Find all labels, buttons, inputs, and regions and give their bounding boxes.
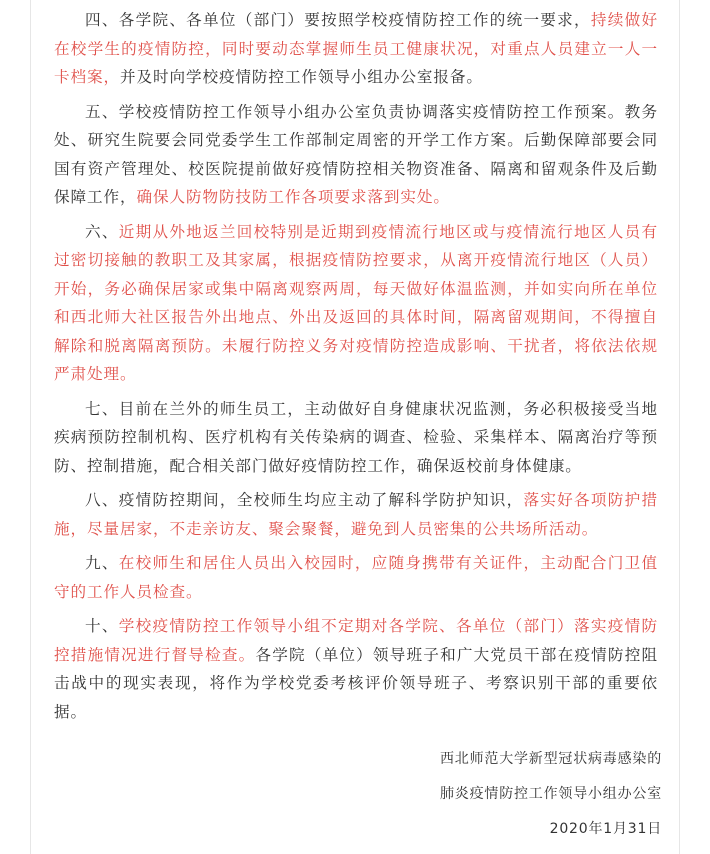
paragraph-5 — [54, 98, 658, 212]
paragraph-8 — [54, 486, 658, 543]
paragraph-10-highlight: 学校疫情防控工作领导小组不定期对各学院、各单位（部门）落实疫情防控措施情况进行督导检查。 — [54, 617, 658, 664]
signature-org-line2: 肺炎疫情防控工作领导小组办公室 — [440, 786, 662, 802]
paragraph-10 — [54, 612, 658, 726]
paragraph-9 — [54, 549, 658, 606]
signature-org-line1: 西北师范大学新型冠状病毒感染的 — [440, 751, 662, 767]
paragraph-10-segment: 各学院（单位）领导班子和广大党员干部在疫情防控阻击战中的现实表现，将作为学校党委考核评价领导班子、考察识别干部的重要依据。 — [54, 645, 658, 721]
article-body — [54, 6, 658, 732]
paragraph-6 — [54, 218, 658, 389]
paragraph-10-segment: 十、 — [85, 617, 119, 635]
paragraph-6-segment: 六、 — [85, 222, 119, 241]
paragraph-8-segment: 八、疫情防控期间，全校师生均应主动了解科学防护知识， — [85, 491, 524, 509]
paragraph-5-highlight: 确保人防物防技防工作各项要求落到实处。 — [136, 188, 450, 206]
paragraph-6-highlight: 近期从外地返兰回校特别是近期到疫情流行地区或与疫情流行地区人员有过密切接触的教职工及其家属，根据疫情防控要求，从离开疫情流行地区（人员）开始，务必确保居家或集中隔离观察两周，每天做好体温监测，并如实向所在单位和西北师大社区报告外出地点、外出及返回的具体时间，隔离留观期间，不得擅自解除和脱离隔离预防。未履行防控义务对疫情防控造成影响、干扰者，将依法依规严肃处理。 — [54, 222, 658, 383]
paragraph-4-highlight: 持续做好在校学生的疫情防控，同时要动态掌握师生员工健康状况，对重点人员建立一人一卡档案， — [54, 11, 658, 86]
paragraph-4 — [54, 6, 658, 92]
paragraph-9-segment: 九、 — [85, 554, 119, 572]
signature-date: 2020年1月31日 — [549, 821, 662, 837]
paragraph-5-segment: 五、学校疫情防控工作领导小组办公室负责协调落实疫情防控工作预案。教务处、研究生院要会同党委学生工作部制定周密的开学工作方案。后勤保障部要会同国有资产管理处、校医院提前做好疫情防控相关物资准备、隔离和留观条件及后勤保障工作， — [54, 102, 658, 206]
paragraph-7-segment: 七、目前在兰外的师生员工，主动做好自身健康状况监测，务必积极接受当地疾病预防控制机构、医疗机构有关传染病的调查、检验、采集样本、隔离治疗等预防、控制措施，配合相关部门做好疫情防控工作，确保返校前身体健康。 — [54, 399, 658, 475]
paragraph-4-segment: 四、各学院、各单位（部门）要按照学校疫情防控工作的统一要求， — [85, 11, 591, 29]
paragraph-4-segment: 并及时向学校疫情防控工作领导小组办公室报备。 — [119, 68, 483, 86]
paragraph-7 — [54, 395, 658, 481]
paragraph-9-highlight: 在校师生和居住人员出入校园时，应随身携带有关证件，主动配合门卫值守的工作人员检查。 — [54, 554, 658, 601]
paragraph-8-highlight: 落实好各项防护措施，尽量居家，不走亲访友、聚会聚餐，避免到人员密集的公共场所活动。 — [54, 491, 658, 538]
